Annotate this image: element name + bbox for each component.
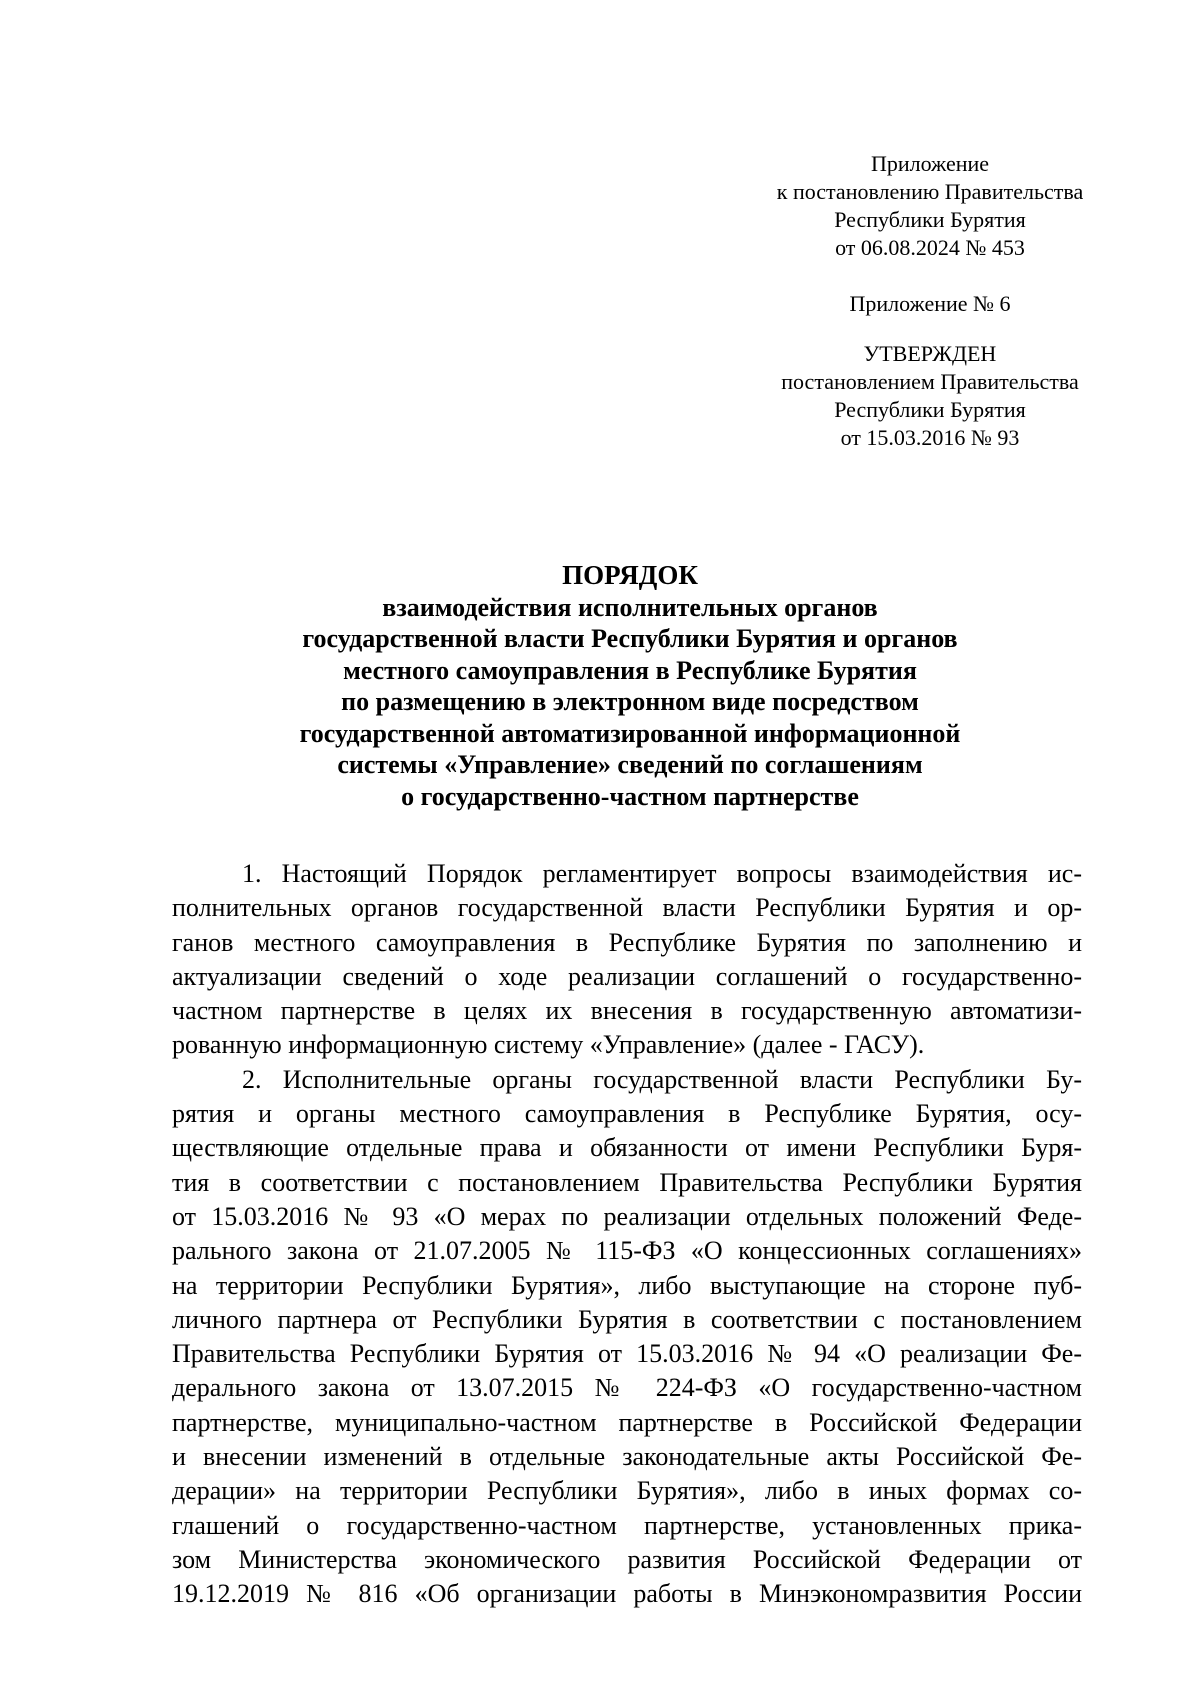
body-line: партнерстве, муниципально-частном партнерстве в Российской Федерации bbox=[172, 1407, 1082, 1437]
body-line: частном партнерстве в целях их внесения в государственную автоматизи- bbox=[172, 996, 1082, 1026]
body-line: полнительных органов государственной власти Республики Бурятия и ор- bbox=[172, 893, 1082, 923]
body-line: актуализации сведений о ходе реализации соглашений о государственно- bbox=[172, 961, 1082, 991]
title-line: государственной автоматизированной информационной bbox=[299, 718, 961, 748]
body-line: зом Министерства экономического развития Российской Федерации от bbox=[172, 1544, 1082, 1574]
approval-line: постановлением Правительства bbox=[781, 369, 1079, 394]
body-line: ществляющие отдельные права и обязанности от имени Республики Буря- bbox=[172, 1133, 1082, 1163]
body-line: от 15.03.2016 № 93 «О мерах по реализации отдельных положений Феде- bbox=[172, 1201, 1082, 1231]
body-line: личного партнера от Республики Бурятия в соответствии с постановлением bbox=[172, 1304, 1082, 1334]
body-line: рального закона от 21.07.2005 № 115-ФЗ «О концессионных соглашениях» bbox=[172, 1236, 1082, 1266]
title-line: местного самоуправления в Республике Бурятия bbox=[343, 655, 917, 685]
title-line: системы «Управление» сведений по соглашениям bbox=[337, 750, 923, 779]
body-line: 19.12.2019 № 816 «Об организации работы в Минэкономразвития России bbox=[172, 1579, 1082, 1609]
approval-stamp bbox=[740, 340, 1120, 452]
title-line: государственной власти Республики Бурятия и органов bbox=[302, 624, 958, 653]
title-line: взаимодействия исполнительных органов bbox=[382, 592, 878, 622]
body-line: дерации» на территории Республики Бурятия», либо в иных формах со- bbox=[172, 1476, 1082, 1506]
appendix-line: к постановлению Правительства bbox=[776, 179, 1084, 204]
body-line: рятия и органы местного самоуправления в Республике Бурятия, осу- bbox=[172, 1099, 1082, 1129]
appendix-line: Республики Бурятия bbox=[834, 207, 1026, 232]
appendix-number bbox=[740, 290, 1120, 318]
body-line: рованную информационную систему «Управление» (далее - ГАСУ). bbox=[172, 1030, 925, 1060]
title-line: по размещению в электронном виде посредством bbox=[341, 687, 919, 716]
approval-line: Республики Бурятия bbox=[834, 397, 1026, 422]
approval-line: УТВЕРЖДЕН bbox=[863, 341, 997, 366]
body-line: Правительства Республики Бурятия от 15.03.2016 № 94 «О реализации Фе- bbox=[172, 1339, 1082, 1369]
title-line: о государственно-частном партнерстве bbox=[401, 781, 859, 811]
document-title bbox=[170, 560, 1090, 812]
body-line: и внесении изменений в отдельные законодательные акты Российской Фе- bbox=[172, 1442, 1082, 1472]
appendix-header bbox=[740, 150, 1120, 262]
appendix-line: Приложение bbox=[870, 151, 990, 176]
body-line: тия в соответствии с постановлением Правительства Республики Бурятия bbox=[172, 1167, 1082, 1197]
approval-line: от 15.03.2016 № 93 bbox=[840, 425, 1020, 450]
appendix-line: от 06.08.2024 № 453 bbox=[835, 235, 1025, 260]
document-body bbox=[172, 857, 1082, 1612]
body-line: ганов местного самоуправления в Республике Бурятия по заполнению и bbox=[172, 927, 1082, 957]
body-line: 2. Исполнительные органы государственной власти Республики Бу- bbox=[242, 1064, 1082, 1094]
body-line: дерального закона от 13.07.2015 № 224-ФЗ «О государственно-частном bbox=[172, 1373, 1082, 1403]
body-line: 1. Настоящий Порядок регламентирует вопросы взаимодействия ис- bbox=[242, 859, 1082, 888]
title-main: ПОРЯДОК bbox=[562, 560, 698, 590]
appendix-line: Приложение № 6 bbox=[849, 291, 1011, 316]
body-line: глашений о государственно-частном партнерстве, установленных прика- bbox=[172, 1510, 1082, 1540]
body-line: на территории Республики Бурятия», либо выступающие на стороне пуб- bbox=[172, 1270, 1082, 1300]
